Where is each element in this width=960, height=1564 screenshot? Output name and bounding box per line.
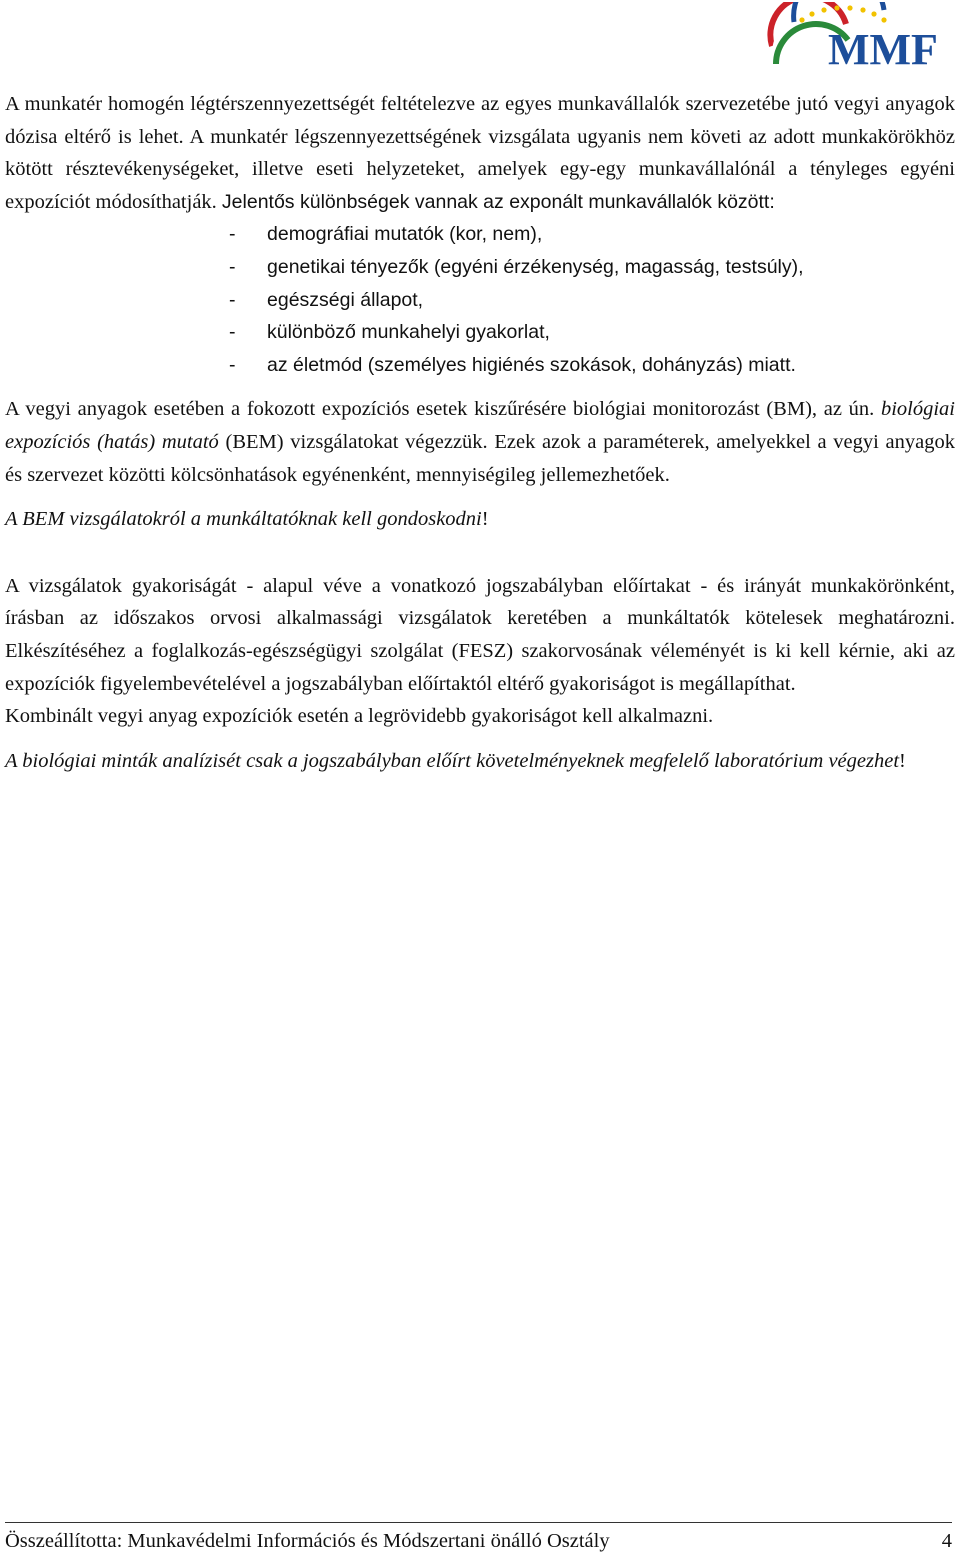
paragraph-employer-note: A BEM vizsgálatokról a munkáltatóknak kell gondoskodni!	[5, 508, 489, 531]
differences-list	[5, 218, 955, 381]
paragraph-frequency: A vizsgálatok gyakoriságát - alapul véve a vonatkozó jogszabályban előírtakat - és irányát munkakörönként, írásban az időszakos orvosi alkalmassági vizsgálatok keretében a munkáltatók kötelesek meghatározni. Elkészítéséhez a foglalkozás-egészségügyi szolgálat (FESZ) szakorvosának véleményét is ki kell kérnie, aki az expozíciók figyelembevételével a jogszabályban előírtaktól eltérő gyakoriságot is megállapíthat.	[5, 574, 955, 695]
paragraph-bm: A vegyi anyagok esetében a fokozott expozíciós esetek kiszűrésére biológiai monitorozást (BM), az ún. biológiai expozíciós (hatás) mutató (BEM) vizsgálatokat végezzük. Ezek azok a paraméterek, amelyekkel a vegyi anyagok és szervezet közötti kölcsönhatások egyénenként, mennyiségileg jellemezhetőek.	[5, 398, 956, 486]
list-item: - genetikai tényezők (egyéni érzékenység, magasság, testsúly),	[229, 251, 955, 284]
paragraph-laboratory: A biológiai minták analízisét csak a jogszabályban előírt követelményeknek megfelelő laboratórium végezhet!	[5, 749, 906, 772]
intro-text: A munkatér homogén légtérszennyezettségét feltételezve az egyes munkavállalók szervezetébe jutó vegyi anyagok dózisa eltérő is lehet. A munkatér légszennyezettségének vizsgálata ugyanis nem követi az adott munkakörökhöz kötött résztevékenységeket, illetve eseti helyzeteket, amelyek egy-egy munkavállalónál a tényleges egyéni expozíciót módosíthatják.	[5, 93, 955, 213]
mmf-logo	[764, 2, 954, 68]
document-body	[5, 88, 955, 777]
page-number: 4	[941, 1530, 952, 1552]
bem-term: biológiai expozíciós (hatás) mutató	[5, 398, 956, 453]
page-footer	[5, 1522, 952, 1553]
list-item: - az életmód (személyes higiénés szokások, dohányzás) miatt.	[229, 349, 955, 382]
paragraph-intro	[5, 88, 955, 218]
list-item: - demográfiai mutatók (kor, nem),	[229, 218, 955, 251]
footer-author: Összeállította: Munkavédelmi Információs és Módszertani önálló Osztály	[5, 1530, 610, 1552]
list-item: - különböző munkahelyi gyakorlat,	[229, 316, 955, 349]
list-item: - egészségi állapot,	[229, 284, 955, 317]
paragraph-combined: Kombinált vegyi anyag expozíciók esetén a legrövidebb gyakoriságot kell alkalmazni.	[5, 705, 714, 728]
svg-text:MMF: MMF	[828, 25, 938, 68]
intro-list-lead: Jelentős különbségek vannak az exponált munkavállalók között:	[221, 190, 775, 213]
